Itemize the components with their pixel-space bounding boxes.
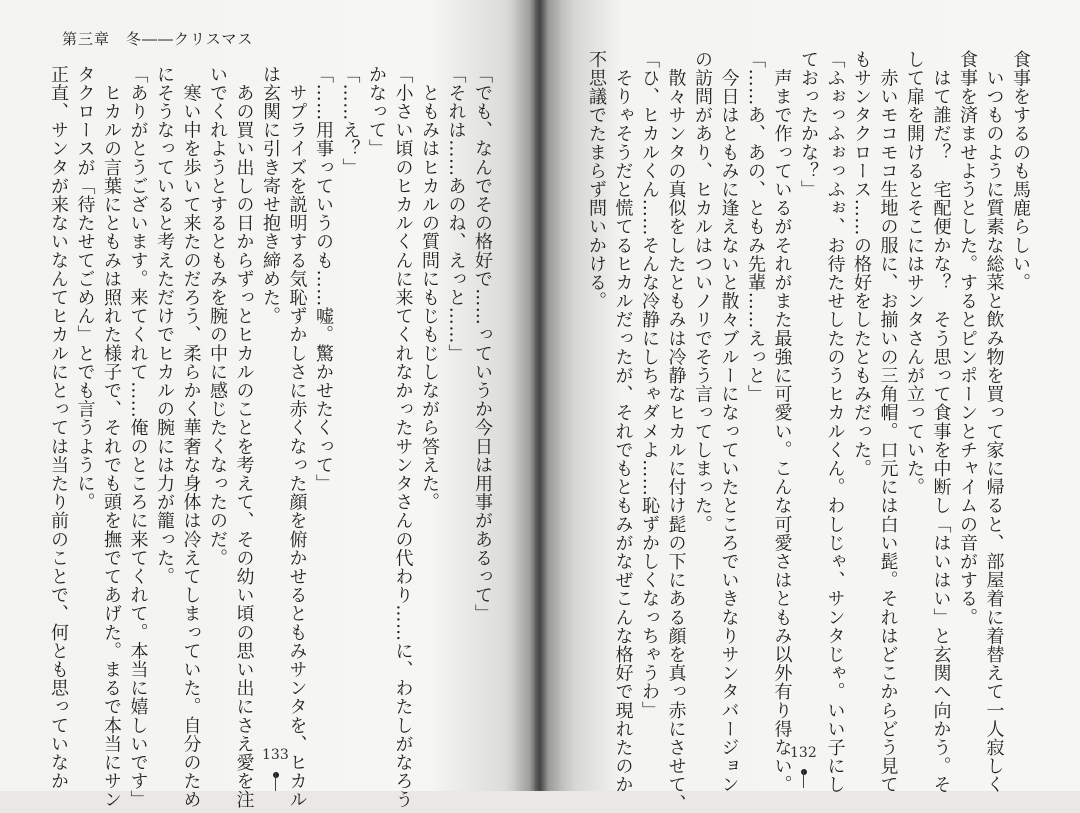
text-line: 不思議でたまらず問いかける。 bbox=[586, 50, 607, 311]
text-line: かなって」 bbox=[366, 65, 387, 158]
text-line: して扉を開けるとそこにはサンタさんが立っていた。 bbox=[904, 50, 925, 497]
left-page bbox=[0, 0, 535, 809]
text-line: 「小さい頃のヒカルくんに来てくれなかったサンタさんの代わり……に、わたしがなろう bbox=[392, 65, 414, 809]
text-line: あの買い出しの日からずっとヒカルのことを考えて、その幼い頃の思い出にさえ愛を注 bbox=[233, 65, 255, 809]
text-line: 寒い中を歩いて来たのだろう、柔らかく華奢な身体は冷えてしまっていた。自分のため bbox=[180, 65, 202, 809]
text-line: 食事を済ませようとした。するとピンポーンとチャイムの音がする。 bbox=[957, 50, 978, 627]
text-line: ヒカルの言葉にともみは照れた様子で、それでも頭を撫でてあげた。まるで本当にサン bbox=[101, 65, 122, 809]
text-line: サプライズを説明する気恥ずかしさに赤くなった顔を俯かせるともみサンタを、ヒカル bbox=[286, 65, 308, 809]
text-line: ておったかな？」 bbox=[798, 50, 819, 199]
page-marker-dot bbox=[273, 772, 279, 778]
text-line: は玄関に引き寄せ抱き締めた。 bbox=[260, 65, 281, 326]
text-line: もサンタクロース……の格好をしたともみだった。 bbox=[851, 50, 872, 478]
text-line: 声まで作っているがそれがまた最強に可愛い。こんな可愛さはともみ以外有り得ない。 bbox=[771, 50, 793, 794]
page-marker-dot bbox=[801, 769, 807, 775]
page-marker-rule bbox=[275, 773, 276, 791]
text-line: にそうなっていると考えただけでヒカルの腕には力が籠った。 bbox=[154, 65, 175, 586]
text-line: 正直、サンタが来ないなんてヒカルにとっては当たり前のことで、何とも思っていなか bbox=[48, 65, 69, 791]
page-number-left: 133 bbox=[262, 747, 289, 763]
text-line: ともみはヒカルの質問にもじもじしながら答えた。 bbox=[419, 65, 440, 512]
text-line: 食事をするのも馬鹿らしい。 bbox=[1010, 50, 1031, 292]
text-line: 「……え？」 bbox=[339, 65, 361, 177]
text-line: 散々サンタの真似をしたともみは冷静なヒカルに付け髭の下にある顔を真っ赤にさせて、 bbox=[665, 50, 687, 813]
text-line: いでくれようとするともみを腕の中に感じたくなったのだ。 bbox=[207, 65, 228, 568]
text-line: 「それは……あのね、えっと……」 bbox=[445, 65, 467, 363]
text-line: 「ありがとうございます。来てくれて……俺のところに来てくれて。本当に嬉しいです」 bbox=[127, 65, 149, 809]
text-line: そりゃそうだと慌てるヒカルだったが、それでもともみがなぜこんな格好で現れたのか bbox=[612, 50, 634, 794]
right-page bbox=[535, 0, 1080, 813]
text-line: はて誰だ？ 宅配便かな？ そう思って食事を中断し「はいはい」と玄関へ向かう。そ bbox=[930, 50, 952, 794]
text-line: 赤いモコモコ生地の服に、お揃いの三角帽。口元には白い髭。それはどこからどう見て bbox=[877, 50, 899, 794]
chapter-header: 第三章 冬――クリスマス bbox=[62, 30, 254, 48]
text-line: 「ひ、ヒカルくん……そんな冷静にしちゃダメよ……恥ずかしくなっちゃうわ」 bbox=[639, 50, 660, 720]
book-gutter-shadow bbox=[505, 0, 575, 791]
text-line: 「……あ、あの、ともみ先輩……えっと」 bbox=[745, 50, 766, 404]
page-marker-rule bbox=[803, 770, 804, 788]
text-line: 「……用事っていうのも……嘘。驚かせたくって」 bbox=[313, 65, 334, 493]
text-line: タクロースが「待たせてごめん」とでも言うように。 bbox=[74, 65, 96, 512]
text-line: の訪問があり、ヒカルはついノリでそう言ってしまった。 bbox=[692, 50, 713, 534]
text-line: 今日はともみに逢えないと散々ブルーになっていたところでいきなりサンタバージョン bbox=[718, 50, 740, 794]
text-line: いつものように質素な総菜と飲み物を買って家に帰ると、部屋着に着替えて一人寂しく bbox=[983, 50, 1005, 794]
page-number-right: 132 bbox=[790, 745, 817, 761]
text-line: 「ふぉっふぉっふぉ、お待たせしたのうヒカルくん。わしじゃ、サンタじゃ。いい子にし bbox=[824, 50, 846, 794]
text-line: 「でも、なんでその格好で……っていうか今日は用事があるって」 bbox=[472, 65, 493, 623]
